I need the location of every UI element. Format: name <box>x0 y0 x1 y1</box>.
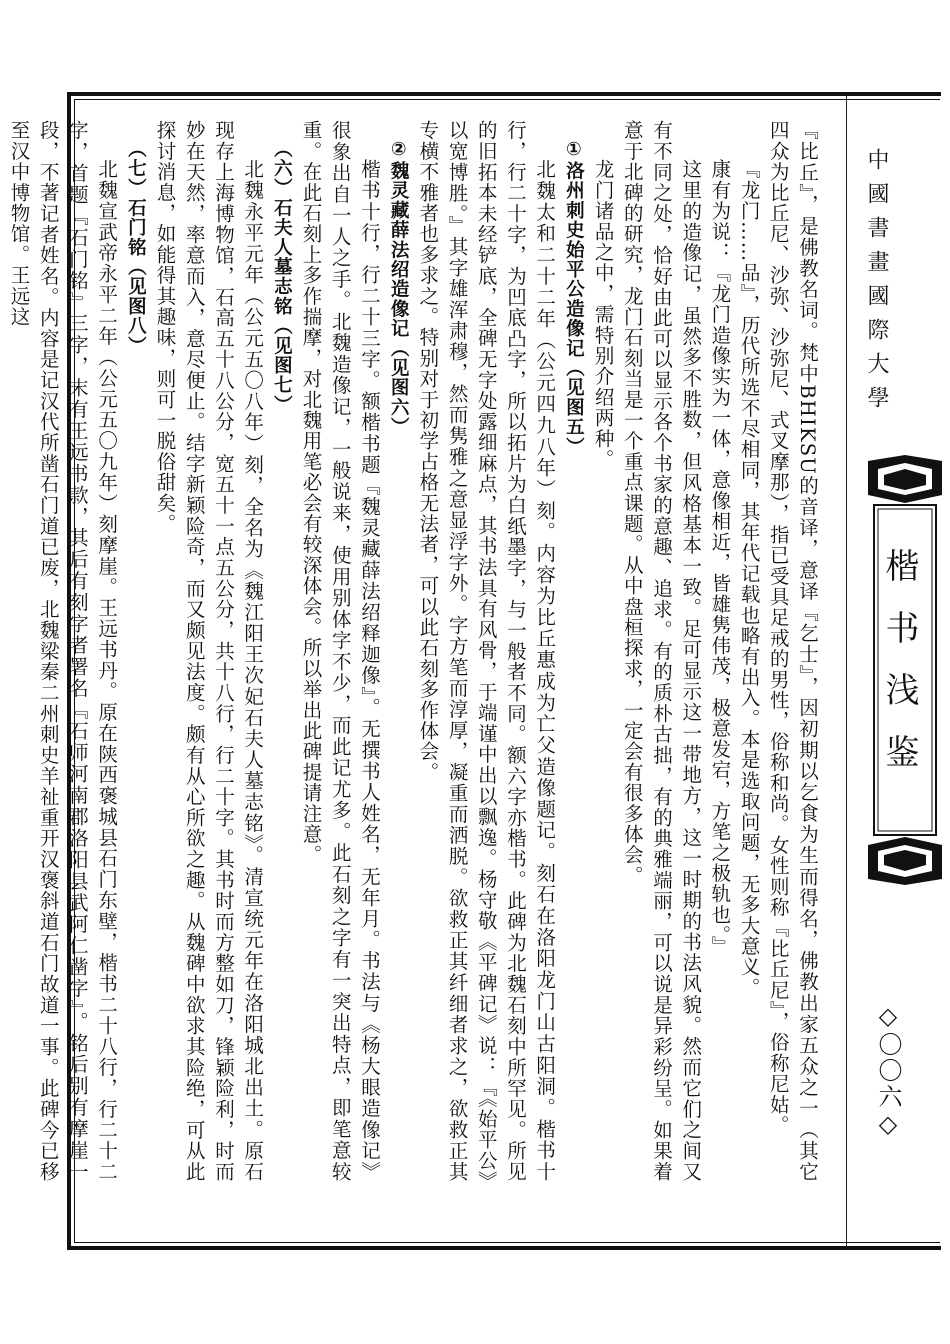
paragraph: 『龙门……品』，历代所选不尽相同，其年代记载也略有出入。本是选取问题，无多大意义。 <box>737 159 761 998</box>
section-heading: （七）石门铭（见图八） <box>125 138 147 356</box>
paragraph: 康有为说：『龙门造像实为一体，意像相近，皆雄隽伟茂，极意发宕，方笔之极轨也。』 <box>708 159 732 957</box>
sidebar-divider <box>846 96 847 1246</box>
main-text-column <box>7 120 822 1182</box>
section-heading: ①洛州刺史始平公造像记（见图五） <box>563 138 585 457</box>
book-title: 楷书浅鉴 <box>879 548 919 796</box>
section-heading: ②魏灵藏薛法绍造像记（见图六） <box>388 138 410 437</box>
section-heading: （六）石夫人墓志铭（见图七） <box>271 138 293 415</box>
paragraph: 楷书十行，行二十三字。额楷书题『魏灵藏薛法绍释迦像』。无撰书人姓名，无年月。书法与《杨大眼造像记》很象出自一人之手。北魏造像记，一般说来，使用别体字不少，而此记尤多。此石刻之字有一突出特点，即笔意较重。在此石刻上多作揣摩，对北魏用笔必会有较深体会。所以举出此碑提请注意。 <box>299 120 381 1182</box>
page-number: ◇〇〇六◇ <box>874 1002 902 1140</box>
paragraph: 北魏永平元年（公元五〇八年）刻，全名为《魏江阳王次妃石夫人墓志铭》。清宣统元年在洛阳城北出土。原石现存上海博物馆，石高五十八公分，宽五十一点五公分，共十八行，行二十字。其书时而方整如刀，锋颖险利，时而妙在天然，率意而入，意尽便止。结字新颖险奇，而又颇见法度。颇有从心所欲之趣。从魏碑中欲求其险绝，可从此探讨消息，如能得其趣味，则可一脱俗甜矣。 <box>153 120 265 1182</box>
paragraph: 『比丘』，是佛教名词。梵中BHIKSU的音译，意译『乞士』，因初期以乞食为生而得名，佛教出家五众之一（其它四众为比丘尼、沙弥、沙弥尼、式叉摩那），指已受具足戒的男性，俗称和尚。女性则称『比丘尼』，俗称尼姑。 <box>766 120 819 1182</box>
paragraph: 北魏宣武帝永平二年（公元五〇九年）刻摩崖。王远书丹。原在陕西褒城县石门东壁，楷书二十八行，行二十二字，首题『石门铭』三字，末有王远书款，其后有刻字者署名『石师河南郡洛阳县武阿仁凿字』。铭后别有摩崖一段，不著记者姓名。内容是记汉代所凿石门道已废，北魏梁秦二州刺史羊祉重开汉褒斜道石门故道一事。此碑今已移至汉中博物馆。王远这 <box>7 120 119 1182</box>
paragraph: 这里的造像记，虽然多不胜数，但风格基本一致。足可显示这一带地方，这一时期的书法风貌。然而它们之间又有不同之处，恰好由此可以显示各个书家的意趣、追求。有的质朴古拙，有的典雅端丽，可以说是异彩纷呈。如果着意于北碑的研究，龙门石刻当是一个重点课题。从中盘桓探求，一定会有很多体会。 <box>620 120 703 1182</box>
paragraph: 北魏太和二十二年（公元四九八年）刻。内容为比丘惠成为亡父造像题记。刻石在洛阳龙门山古阳洞。楷书十行，行二十字，为凹底凸字，所以拓片为白纸墨字，与一般者不同。额六字亦楷书。此碑为北魏石刻中所罕见。所见的旧拓本未经铲底，全碑无字处露细麻点，其书法具有风骨，于端谨中出以飘逸。杨守敬《平碑记》说：『《始平公》以宽博胜。』其字雄浑肃穆，然而隽雅之意显浮字外。字方笔而淳厚，凝重而洒脱。欲救正其纤细者求之，欲救正其专横不雅者也多求之。特别对于初学占格无法者，可以此石刻多作体会。 <box>416 120 557 1182</box>
paragraph: 龙门诸品之中，需特别介绍两种。 <box>591 159 615 470</box>
university-name: 中國書畫國際大學 <box>864 148 889 420</box>
